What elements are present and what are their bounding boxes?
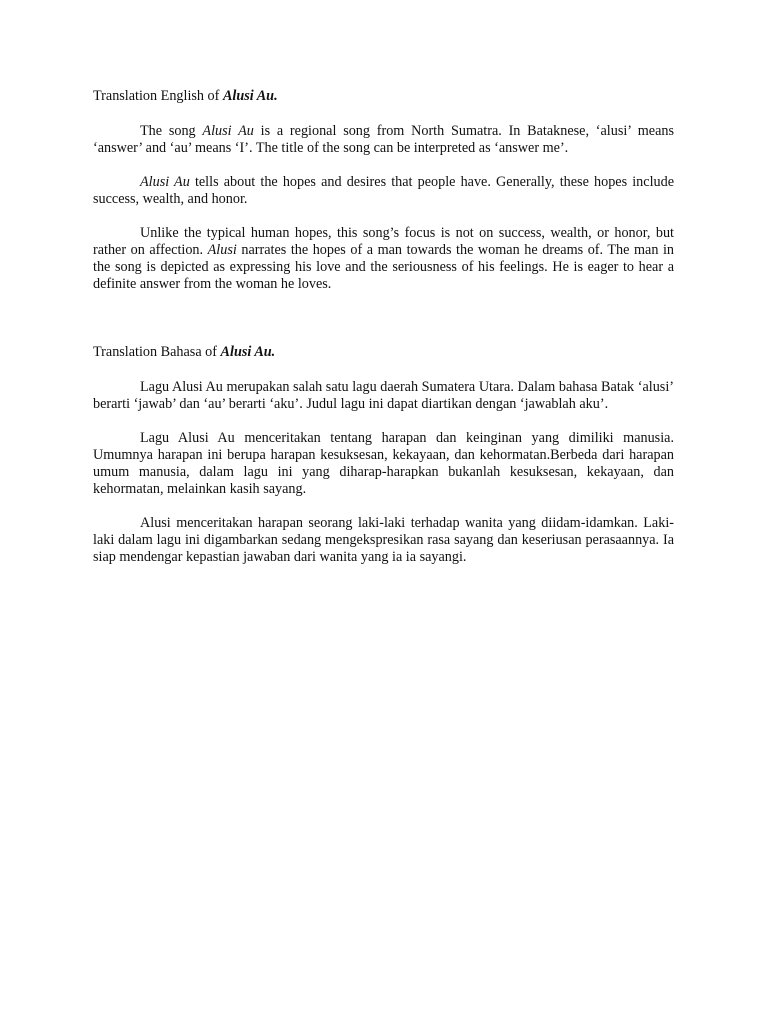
bahasa-heading-title: Alusi Au.: [220, 344, 276, 360]
english-p1-text-a: The song: [140, 123, 203, 139]
bahasa-paragraph-3: Alusi menceritakan harapan seorang laki-laki terhadap wanita yang diidam-idamkan. Laki-laki dalam lagu ini digambarkan sedang mengekspresikan rasa sayang dan keseriusan perasaannya. Ia siap mendengar kepastian jawaban dari wanita yang ia ia sayangi.: [93, 515, 674, 565]
english-heading: [93, 88, 674, 105]
english-p2-song-title: Alusi Au: [140, 174, 190, 190]
document-body: [93, 88, 674, 566]
english-p1-text-c: is a regional song from North Sumatra. In Bataknese, ‘alusi’ means ‘answer’ and ‘au’ means ‘I’. The title of the song can be interpreted as ‘answer me’.: [93, 123, 674, 156]
english-p2-text-b: tells about the hopes and desires that people have. Generally, these hopes include success, wealth, and honor.: [93, 174, 675, 207]
english-paragraph-2: [93, 174, 674, 208]
english-p3-text-a: Unlike the typical human hopes, this song’s focus is not on success, wealth, or honor, but rather on affection.: [93, 225, 674, 258]
bahasa-heading: [93, 344, 674, 361]
bahasa-paragraph-2: Lagu Alusi Au menceritakan tentang harapan dan keinginan yang dimiliki manusia. Umumnya harapan ini berupa harapan kesuksesan, kekayaan, dan kehormatan.Berbeda dari harapan umum manusia, dalam lagu ini yang diharap-harapkan bukanlah kesuksesan, kekayaan, dan kehormatan, melainkan kasih sayang.: [93, 430, 674, 497]
english-p3-song-title: Alusi: [207, 242, 237, 258]
english-paragraph-1: [93, 123, 674, 157]
english-heading-title: Alusi Au.: [222, 88, 278, 104]
english-heading-prefix: Translation English of: [93, 88, 223, 104]
english-p1-song-title: Alusi Au: [202, 123, 254, 139]
bahasa-paragraph-1: Lagu Alusi Au merupakan salah satu lagu daerah Sumatera Utara. Dalam bahasa Batak ‘alusi’ berarti ‘jawab’ dan ‘au’ berarti ‘aku’. Judul lagu ini dapat diartikan dengan ‘jawablah aku’.: [93, 379, 674, 412]
bahasa-heading-prefix: Translation Bahasa of: [93, 344, 221, 360]
english-paragraph-3: [93, 225, 674, 293]
english-p3-text-c: narrates the hopes of a man towards the woman he dreams of. The man in the song is depicted as expressing his love and the seriousness of his feelings. He is eager to hear a definite answer from the woman he loves.: [93, 242, 675, 292]
